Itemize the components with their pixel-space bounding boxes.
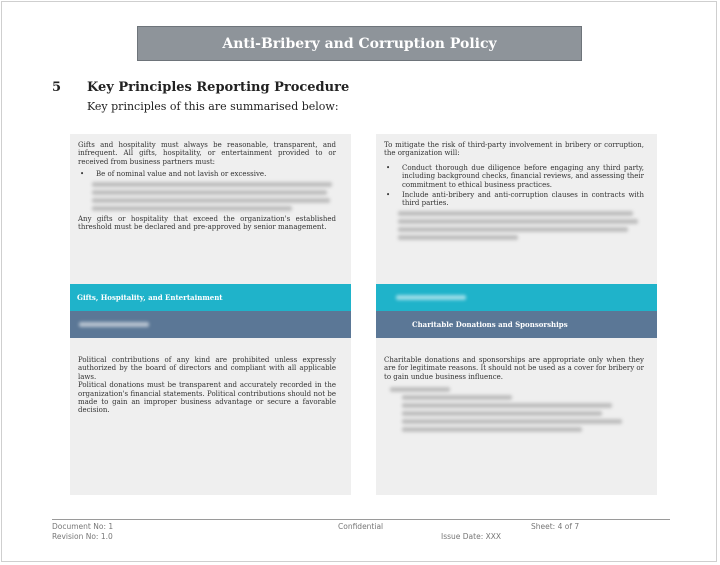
redacted-lines	[92, 182, 336, 211]
bottom-right-text	[384, 356, 644, 435]
top-right-text	[384, 141, 644, 243]
top-left-bullets	[78, 170, 336, 178]
section-number: 5	[52, 80, 62, 95]
top-left-text	[78, 141, 336, 231]
footer-issue-date: Issue Date: XXX	[441, 532, 502, 541]
top-right-para1: To mitigate the risk of third-party involvement in bribery or corruption, the organization will:	[384, 141, 644, 158]
footer-confidential: Confidential	[338, 522, 384, 531]
blurred-label	[79, 322, 149, 327]
blurred-label	[396, 295, 466, 300]
document-title: Anti-Bribery and Corruption Policy	[137, 26, 582, 61]
top-left-para1: Gifts and hospitality must always be reasonable, transparent, and infrequent. All gifts, hospitality, or entertainment provided to or received from business partners must:	[78, 141, 336, 166]
footer-divider	[52, 519, 670, 520]
band-charitable-donations	[376, 311, 657, 338]
section-intro: Key principles of this are summarised below:	[87, 100, 339, 113]
top-left-bullet1: • Be of nominal value and not lavish or excessive.	[78, 170, 336, 178]
redacted-lines	[390, 387, 644, 432]
footer-document-no: Document No: 1	[52, 522, 114, 531]
footer-sheet: Sheet: 4 of 7	[531, 522, 580, 531]
band-right-blurred	[376, 284, 657, 311]
top-right-bullets	[384, 164, 644, 208]
top-right-bullet1: • Conduct thorough due diligence before engaging any third party, including background checks, financial reviews, and assessing their commitment to ethical business practices.	[384, 164, 644, 189]
band-gifts-label: Gifts, Hospitality, and Entertainment	[77, 293, 223, 302]
band-gifts-hospitality	[70, 284, 351, 311]
bottom-left-text	[78, 356, 336, 415]
bottom-left-para1: Political contributions of any kind are prohibited unless expressly authorized by the board of directors and compliant with all applicable laws.	[78, 356, 336, 381]
bottom-right-para1: Charitable donations and sponsorships are appropriate only when they are for legitimate reasons. It should not be used as a cover for bribery or to gain undue business influence.	[384, 356, 644, 381]
band-charitable-label: Charitable Donations and Sponsorships	[412, 320, 568, 329]
band-left-blurred	[70, 311, 351, 338]
top-right-bullet2: • Include anti-bribery and anti-corruption clauses in contracts with third parties.	[384, 191, 644, 208]
bottom-left-para2: Political donations must be transparent and accurately recorded in the organization's financial statements. Political contributions should not be made to gain an improper business advantage or secure a favorable decision.	[78, 381, 336, 415]
top-left-para2: Any gifts or hospitality that exceed the organization's established threshold must be declared and pre-approved by senior management.	[78, 214, 336, 232]
footer-revision-no: Revision No: 1.0	[52, 532, 113, 541]
redacted-lines	[398, 211, 644, 240]
section-title: Key Principles Reporting Procedure	[87, 80, 350, 95]
